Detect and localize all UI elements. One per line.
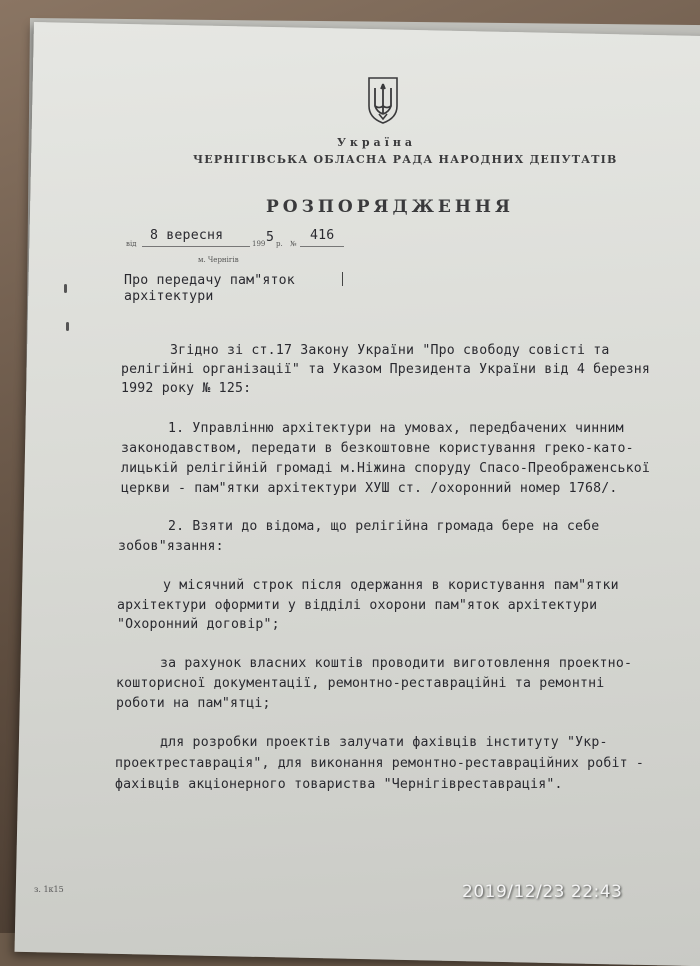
number-underline — [300, 246, 344, 247]
place-label: м. Чернігів — [198, 256, 239, 264]
sub2-line-3: роботи на пам"ятці; — [116, 696, 271, 711]
trident-icon — [366, 76, 400, 124]
sub2-line-1: за рахунок власних коштів проводити виготовлення проектно- — [160, 656, 633, 671]
year-suffix: р. — [276, 240, 283, 248]
date-underline — [142, 246, 250, 247]
item1-line-2: законодавством, передати в безкоштовне користування греко-като- — [121, 441, 634, 456]
item1-line-4: церкви - пам"ятки архітектури ХУШ ст. /охоронний номер 1768/. — [121, 481, 618, 496]
sub1-line-2: архітектури оформити у відділі охорони пам"яток архітектури — [117, 598, 598, 613]
footer-mark: з. 1к15 — [34, 885, 64, 894]
number-label: № — [290, 240, 297, 248]
date-prefix: від — [126, 240, 137, 248]
year-prefix: 199 — [252, 240, 266, 248]
sub1-line-1: у місячний строк після одержання в користування пам"ятки — [163, 578, 619, 593]
item2-line-1: 2. Взяти до відома, що релігійна громада бере на себе — [168, 519, 600, 534]
year-digit: 5 — [266, 230, 275, 245]
sub1-line-3: "Охоронний договір"; — [117, 617, 280, 632]
document-date: 8 вересня — [150, 228, 224, 243]
intro-line-2: релігійні організації" та Указом Президента України від 4 березня — [121, 362, 651, 377]
document-title: РОЗПОРЯДЖЕННЯ — [266, 197, 514, 217]
subject-line-1: Про передачу пам"яток — [124, 273, 295, 288]
country-name: Україна — [337, 136, 417, 149]
item2-line-2: зобов"язання: — [118, 539, 224, 554]
sub3-line-1: для розробки проектів залучати фахівців інституту "Укр- — [160, 735, 608, 750]
subject-bracket — [342, 272, 343, 286]
photo-timestamp: 2019/12/23 22:43 — [462, 882, 623, 902]
sub3-line-3: фахівців акціонерного товариства "Чернігівреставрація". — [115, 777, 563, 792]
sub2-line-2: кошторисної документації, ремонтно-реставраційні та ремонтні — [116, 676, 605, 691]
document-number: 416 — [310, 228, 335, 243]
intro-line-1: Згідно зі ст.17 Закону України "Про свободу совісті та — [170, 343, 610, 358]
sub3-line-2: проектреставрація", для виконання ремонтно-реставраційних робіт - — [115, 756, 645, 771]
item1-line-1: 1. Управлінню архітектури на умовах, передбачених чинним — [168, 421, 624, 436]
punch-hole — [64, 284, 67, 293]
subject-line-2: архітектури — [124, 289, 214, 304]
item1-line-3: лицькій релігійній громаді м.Ніжина споруду Спасо-Преображенської — [121, 461, 651, 476]
punch-hole — [66, 322, 69, 331]
council-name: ЧЕРНІГІВСЬКА ОБЛАСНА РАДА НАРОДНИХ ДЕПУТАТІВ — [193, 153, 618, 166]
intro-line-3: 1992 року № 125: — [121, 381, 252, 396]
